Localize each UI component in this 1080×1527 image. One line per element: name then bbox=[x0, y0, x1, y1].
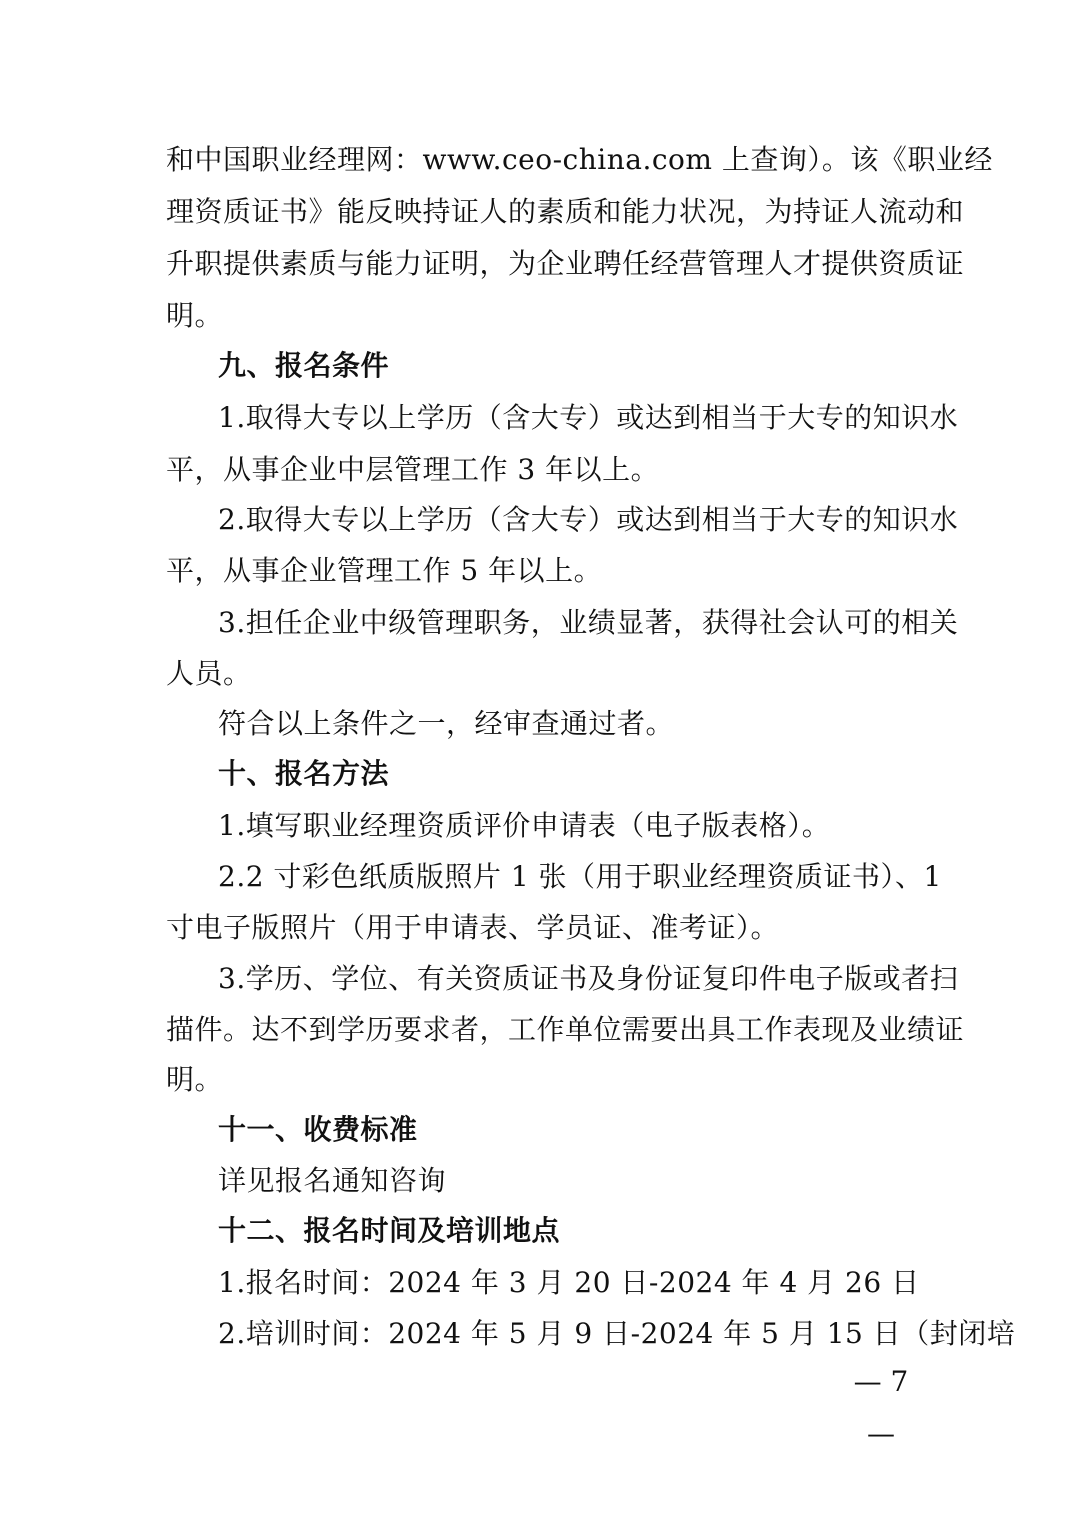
section-heading: 九、报名条件 bbox=[218, 349, 390, 382]
paragraph-line: 寸电子版照片（用于申请表、学员证、准考证）。 bbox=[166, 911, 780, 944]
paragraph-line: 平，从事企业管理工作 5 年以上。 bbox=[166, 554, 603, 587]
paragraph-line: 详见报名通知咨询 bbox=[218, 1164, 447, 1197]
paragraph-line: 1.取得大专以上学历（含大专）或达到相当于大专的知识水 bbox=[218, 401, 959, 434]
paragraph-line: 明。 bbox=[166, 299, 224, 332]
paragraph-line: 平，从事企业中层管理工作 3 年以上。 bbox=[166, 453, 660, 486]
paragraph-line: 2.培训时间：2024 年 5 月 9 日-2024 年 5 月 15 日（封闭培 bbox=[218, 1317, 1016, 1350]
paragraph-line: 符合以上条件之一，经审查通过者。 bbox=[218, 707, 675, 740]
paragraph-line: 人员。 bbox=[166, 657, 252, 690]
paragraph-line: 1.填写职业经理资质评价申请表（电子版表格）。 bbox=[218, 809, 831, 842]
paragraph-line: 升职提供素质与能力证明，为企业聘任经营管理人才提供资质证 bbox=[166, 247, 965, 280]
section-heading: 十一、收费标准 bbox=[218, 1113, 418, 1146]
section-heading: 十、报名方法 bbox=[218, 757, 390, 790]
paragraph-line: 2.2 寸彩色纸质版照片 1 张（用于职业经理资质证书）、1 bbox=[218, 860, 942, 893]
paragraph-line: 和中国职业经理网：www.ceo-china.com 上查询）。该《职业经 bbox=[166, 143, 993, 176]
section-heading: 十二、报名时间及培训地点 bbox=[218, 1214, 561, 1247]
paragraph-line: 3.学历、学位、有关资质证书及身份证复印件电子版或者扫 bbox=[218, 962, 959, 995]
paragraph-line: 明。 bbox=[166, 1063, 224, 1096]
paragraph-line: 3.担任企业中级管理职务，业绩显著，获得社会认可的相关 bbox=[218, 606, 959, 639]
paragraph-line: 理资质证书》能反映持证人的素质和能力状况，为持证人流动和 bbox=[166, 195, 965, 228]
paragraph-line: 2.取得大专以上学历（含大专）或达到相当于大专的知识水 bbox=[218, 503, 959, 536]
paragraph-line: 描件。达不到学历要求者，工作单位需要出具工作表现及业绩证 bbox=[166, 1013, 965, 1046]
paragraph-line: 1.报名时间：2024 年 3 月 20 日-2024 年 4 月 26 日 bbox=[218, 1266, 920, 1299]
page-number: — 7 — bbox=[853, 1365, 909, 1450]
